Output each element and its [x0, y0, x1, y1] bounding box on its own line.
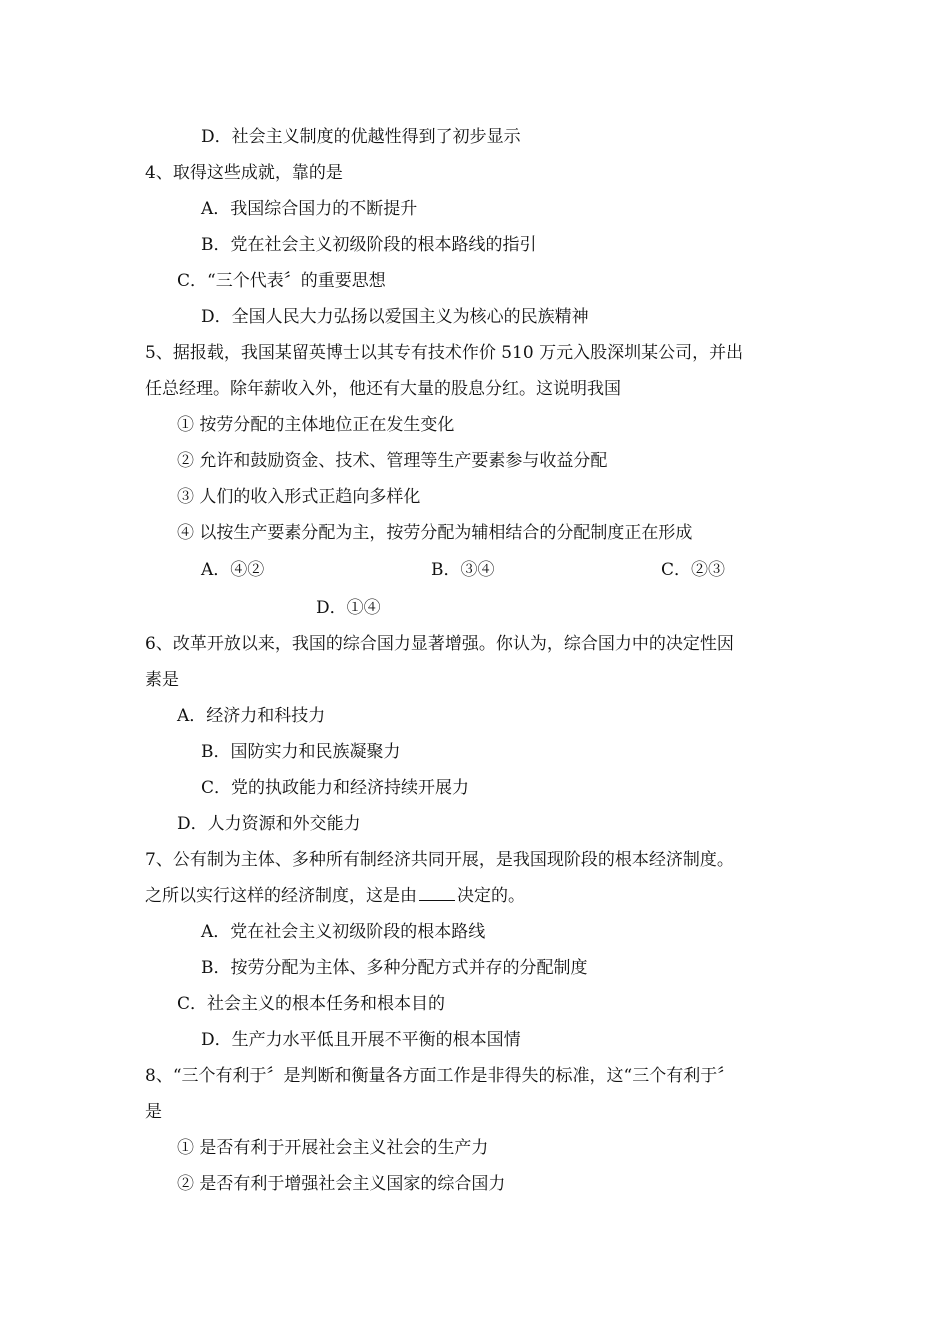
q8-item-1: ① 是否有利于开展社会主义社会的生产力: [177, 1138, 489, 1158]
q7-stem-line2-after: 决定的。: [457, 886, 525, 906]
q4-option-d: D．全国人民大力弘扬以爱国主义为核心的民族精神: [201, 307, 589, 327]
q4-option-c: C．“三个代表〞的重要思想: [177, 271, 386, 291]
q8-stem-line1: 8、“三个有利于〞是判断和衡量各方面工作是非得失的标准，这“三个有利于〞: [145, 1066, 735, 1086]
q7-stem-line1: 7、公有制为主体、多种所有制经济共同开展，是我国现阶段的根本经济制度。: [145, 850, 734, 870]
q7-stem-line2: [145, 885, 525, 907]
q6-option-a: A．经济力和科技力: [177, 706, 326, 726]
q6-option-b: B．国防实力和民族凝聚力: [201, 742, 401, 762]
q8-stem-line2: 是: [145, 1102, 162, 1122]
q7-option-b: B．按劳分配为主体、多种分配方式并存的分配制度: [201, 958, 588, 978]
q5-item-2: ② 允许和鼓励资金、技术、管理等生产要素参与收益分配: [177, 451, 608, 471]
q8-item-2: ② 是否有利于增强社会主义国家的综合国力: [177, 1174, 506, 1194]
q4-stem: 4、取得这些成就，靠的是: [145, 163, 343, 183]
q4-option-b: B．党在社会主义初级阶段的根本路线的指引: [201, 235, 537, 255]
q4-option-a: A．我国综合国力的不断提升: [201, 199, 418, 219]
q5-item-3: ③ 人们的收入形式正趋向多样化: [177, 487, 421, 507]
q7-answer-blank: [419, 886, 455, 901]
q7-stem-line2-before: 之所以实行这样的经济制度，这是由: [145, 886, 417, 906]
q5-option-d: D．①④: [316, 598, 381, 618]
q6-option-d: D．人力资源和外交能力: [177, 814, 361, 834]
q5-stem-line1: 5、据报载，我国某留英博士以其专有技术作价 510 万元入股深圳某公司，并出: [145, 343, 744, 363]
q7-option-a: A．党在社会主义初级阶段的根本路线: [201, 922, 486, 942]
q5-item-1: ① 按劳分配的主体地位正在发生变化: [177, 415, 455, 435]
q5-option-b: B．③④: [431, 560, 495, 580]
q6-stem-line1: 6、改革开放以来，我国的综合国力显著增强。你认为，综合国力中的决定性因: [145, 634, 734, 654]
q5-option-c: C．②③: [661, 560, 726, 580]
q7-option-d: D．生产力水平低且开展不平衡的根本国情: [201, 1030, 521, 1050]
q6-option-c: C．党的执政能力和经济持续开展力: [201, 778, 470, 798]
q7-option-c: C．社会主义的根本任务和根本目的: [177, 994, 446, 1014]
q5-item-4: ④ 以按生产要素分配为主，按劳分配为辅相结合的分配制度正在形成: [177, 523, 693, 543]
q5-stem-line2: 任总经理。除年薪收入外，他还有大量的股息分红。这说明我国: [145, 379, 621, 399]
q5-option-a: A．④②: [201, 560, 265, 580]
q6-stem-line2: 素是: [145, 670, 179, 690]
q3-option-d: D．社会主义制度的优越性得到了初步显示: [201, 127, 521, 147]
